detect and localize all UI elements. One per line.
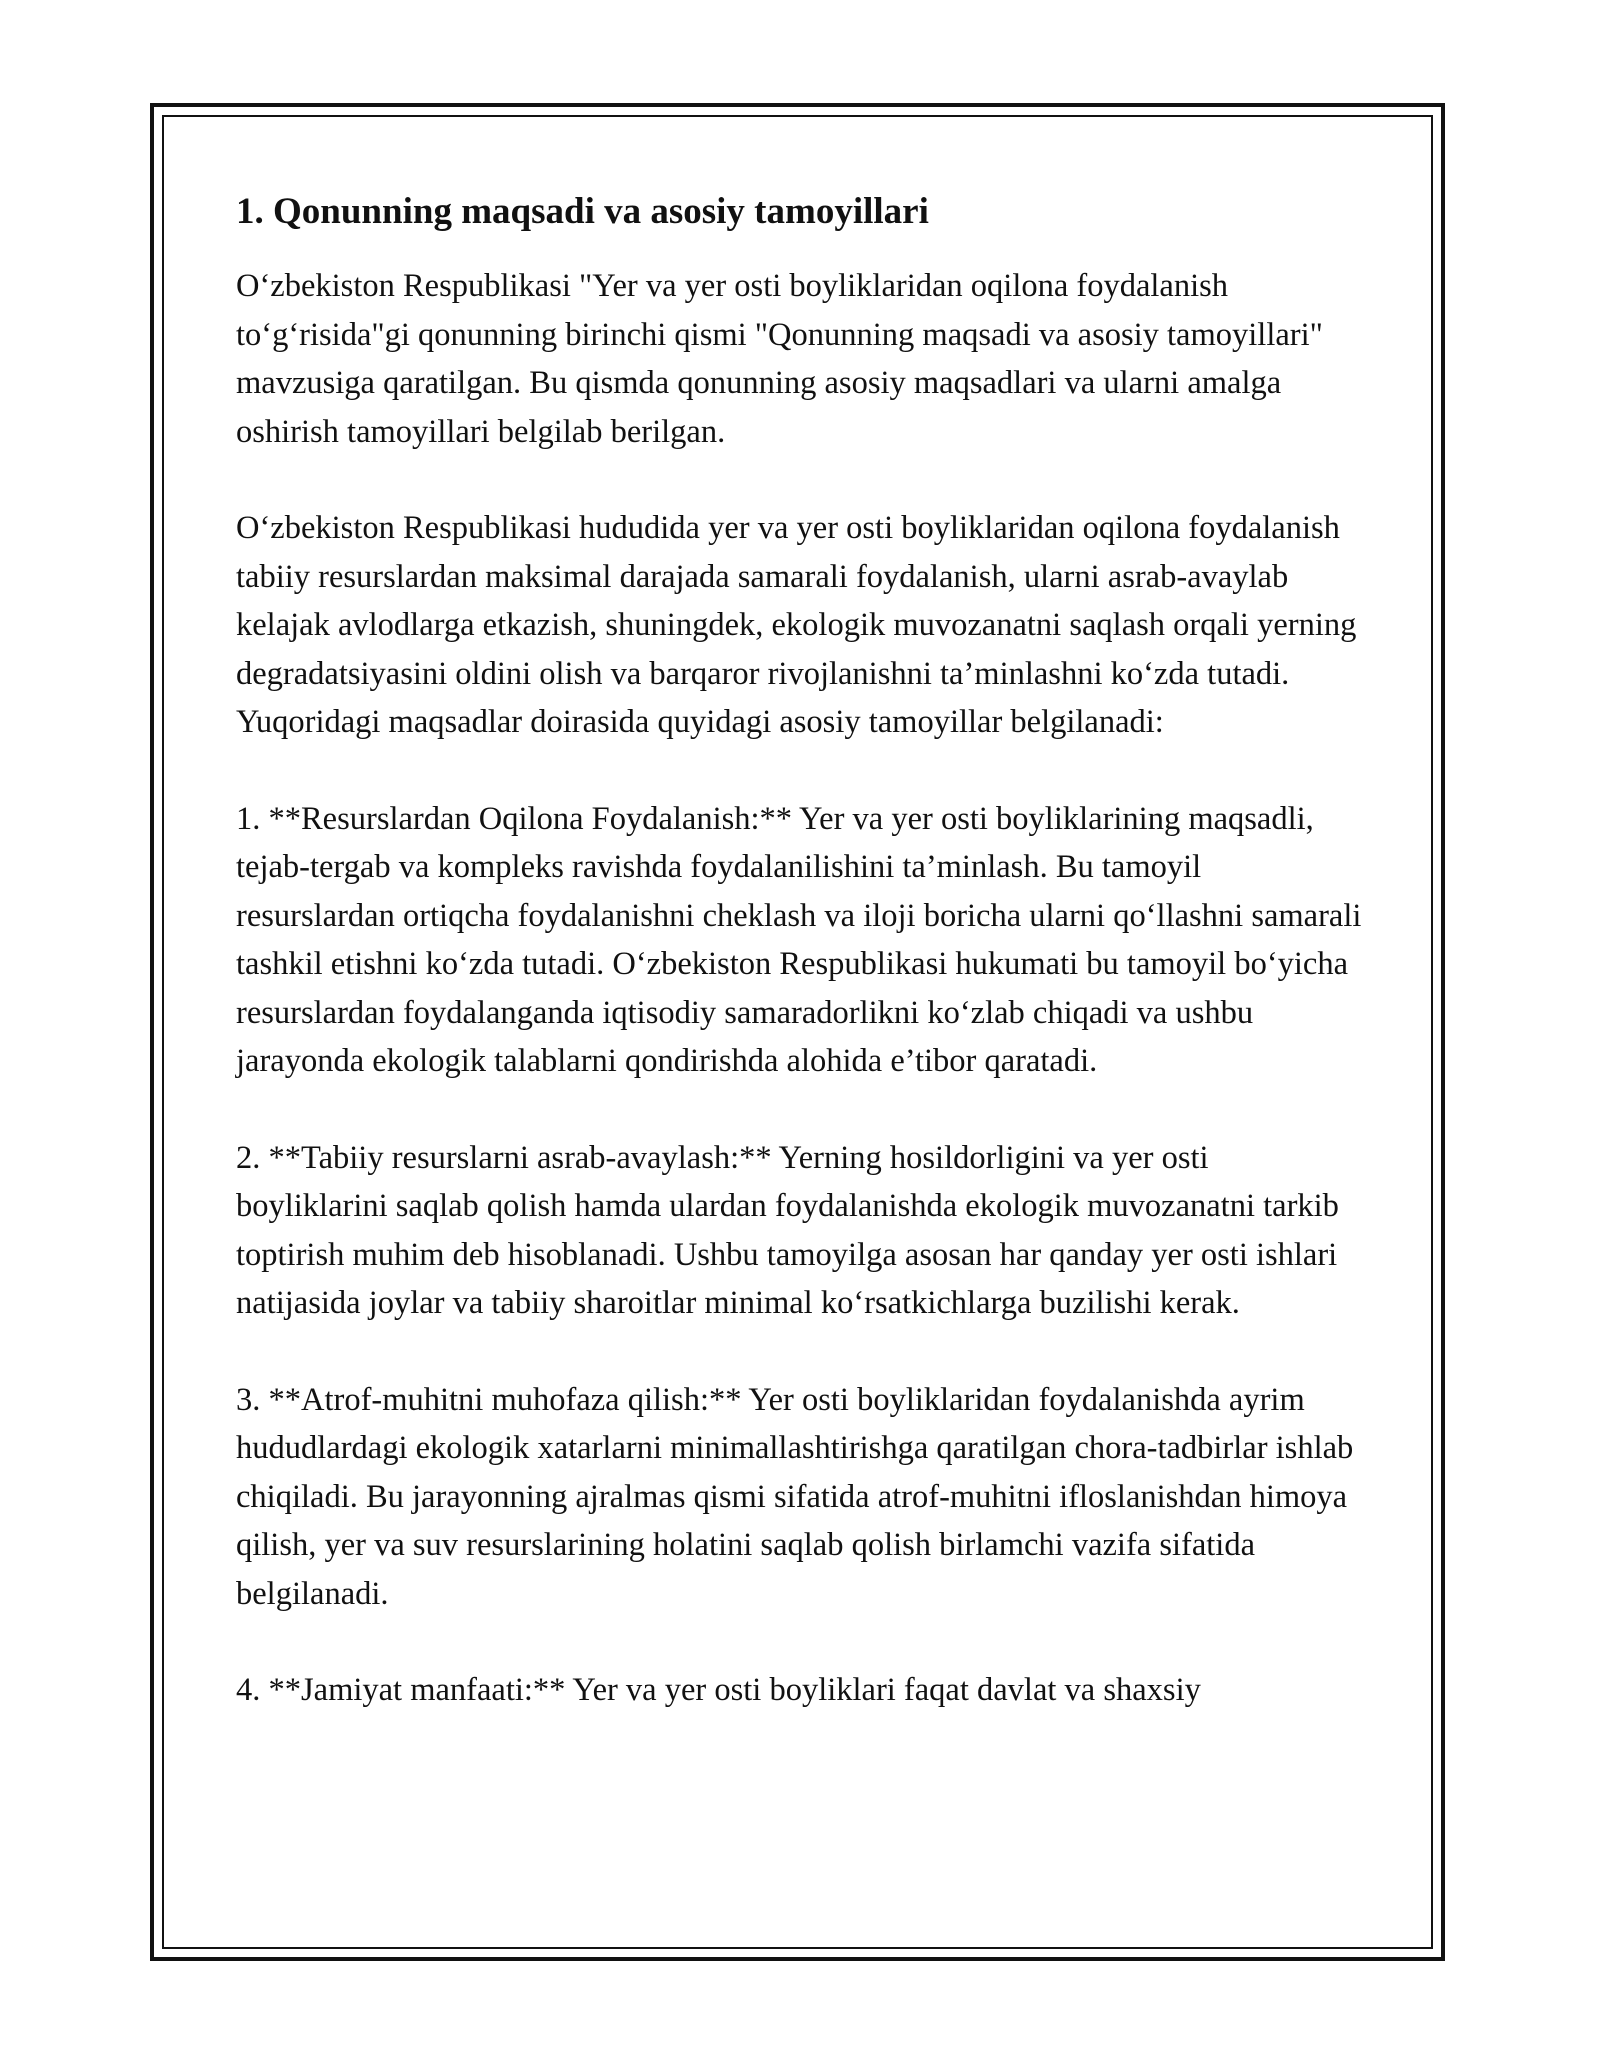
principle-2-paragraph: 2. **Tabiiy resurslarni asrab-avaylash:** Yerning hosildorligini va yer osti boyliklarini saqlab qolish hamda ulardan foydalanishda ekologik muvozanatni tarkib toptirish muhim deb hisoblanadi. Ushbu tamoyilga asosan har qanday yer osti ishlari natijasida joylar va tabiiy sharoitlar minimal ko‘rsatkichlarga buzilishi kerak. [236,1139,1339,1321]
section-heading: 1. Qonunning maqsadi va asosiy tamoyillari [236,191,929,232]
document-body [236,188,1366,1763]
principle-1-paragraph: 1. **Resurslardan Oqilona Foydalanish:** Yer va yer osti boyliklarining maqsadli, tejab-tergab va kompleks ravishda foydalanilishini ta’minlash. Bu tamoyil resurslardan ortiqcha foydalanishni cheklash va iloji boricha ularni qo‘llashni samarali tashkil etishni ko‘zda tutadi. O‘zbekiston Respublikasi hukumati bu tamoyil bo‘yicha resurslardan foydalanganda iqtisodiy samaradorlikni ko‘zlab chiqadi va ushbu jarayonda ekologik talablarni qondirishda alohida e’tibor qaratadi. [236,800,1362,1079]
principle-4-paragraph: 4. **Jamiyat manfaati:** Yer va yer osti boyliklari faqat davlat va shaxsiy [236,1672,1201,1708]
intro-paragraph: O‘zbekiston Respublikasi "Yer va yer osti boyliklaridan oqilona foydalanish to‘g‘risida"gi qonunning birinchi qismi "Qonunning maqsadi va asosiy tamoyillari" mavzusiga qaratilgan. Bu qismda qonunning asosiy maqsadlari va ularni amalga oshirish tamoyillari belgilab berilgan. [236,268,1323,450]
principle-3-paragraph: 3. **Atrof-muhitni muhofaza qilish:** Yer osti boyliklaridan foydalanishda ayrim hududlardagi ekologik xatarlarni minimallashtirishga qaratilgan chora-tadbirlar ishlab chiqiladi. Bu jarayonning ajralmas qismi sifatida atrof-muhitni ifloslanishdan himoya qilish, yer va suv resurslarining holatini saqlab qolish birlamchi vazifa sifatida belgilanadi. [236,1381,1354,1612]
goals-paragraph: O‘zbekiston Respublikasi hududida yer va yer osti boyliklaridan oqilona foydalanish tabiiy resurslardan maksimal darajada samarali foydalanish, ularni asrab-avaylab kelajak avlodlarga etkazish, shuningdek, ekologik muvozanatni saqlash orqali yerning degradatsiyasini oldini olish va barqaror rivojlanishni ta’minlashni ko‘zda tutadi. Yuqoridagi maqsadlar doirasida quyidagi asosiy tamoyillar belgilanadi: [236,510,1357,740]
